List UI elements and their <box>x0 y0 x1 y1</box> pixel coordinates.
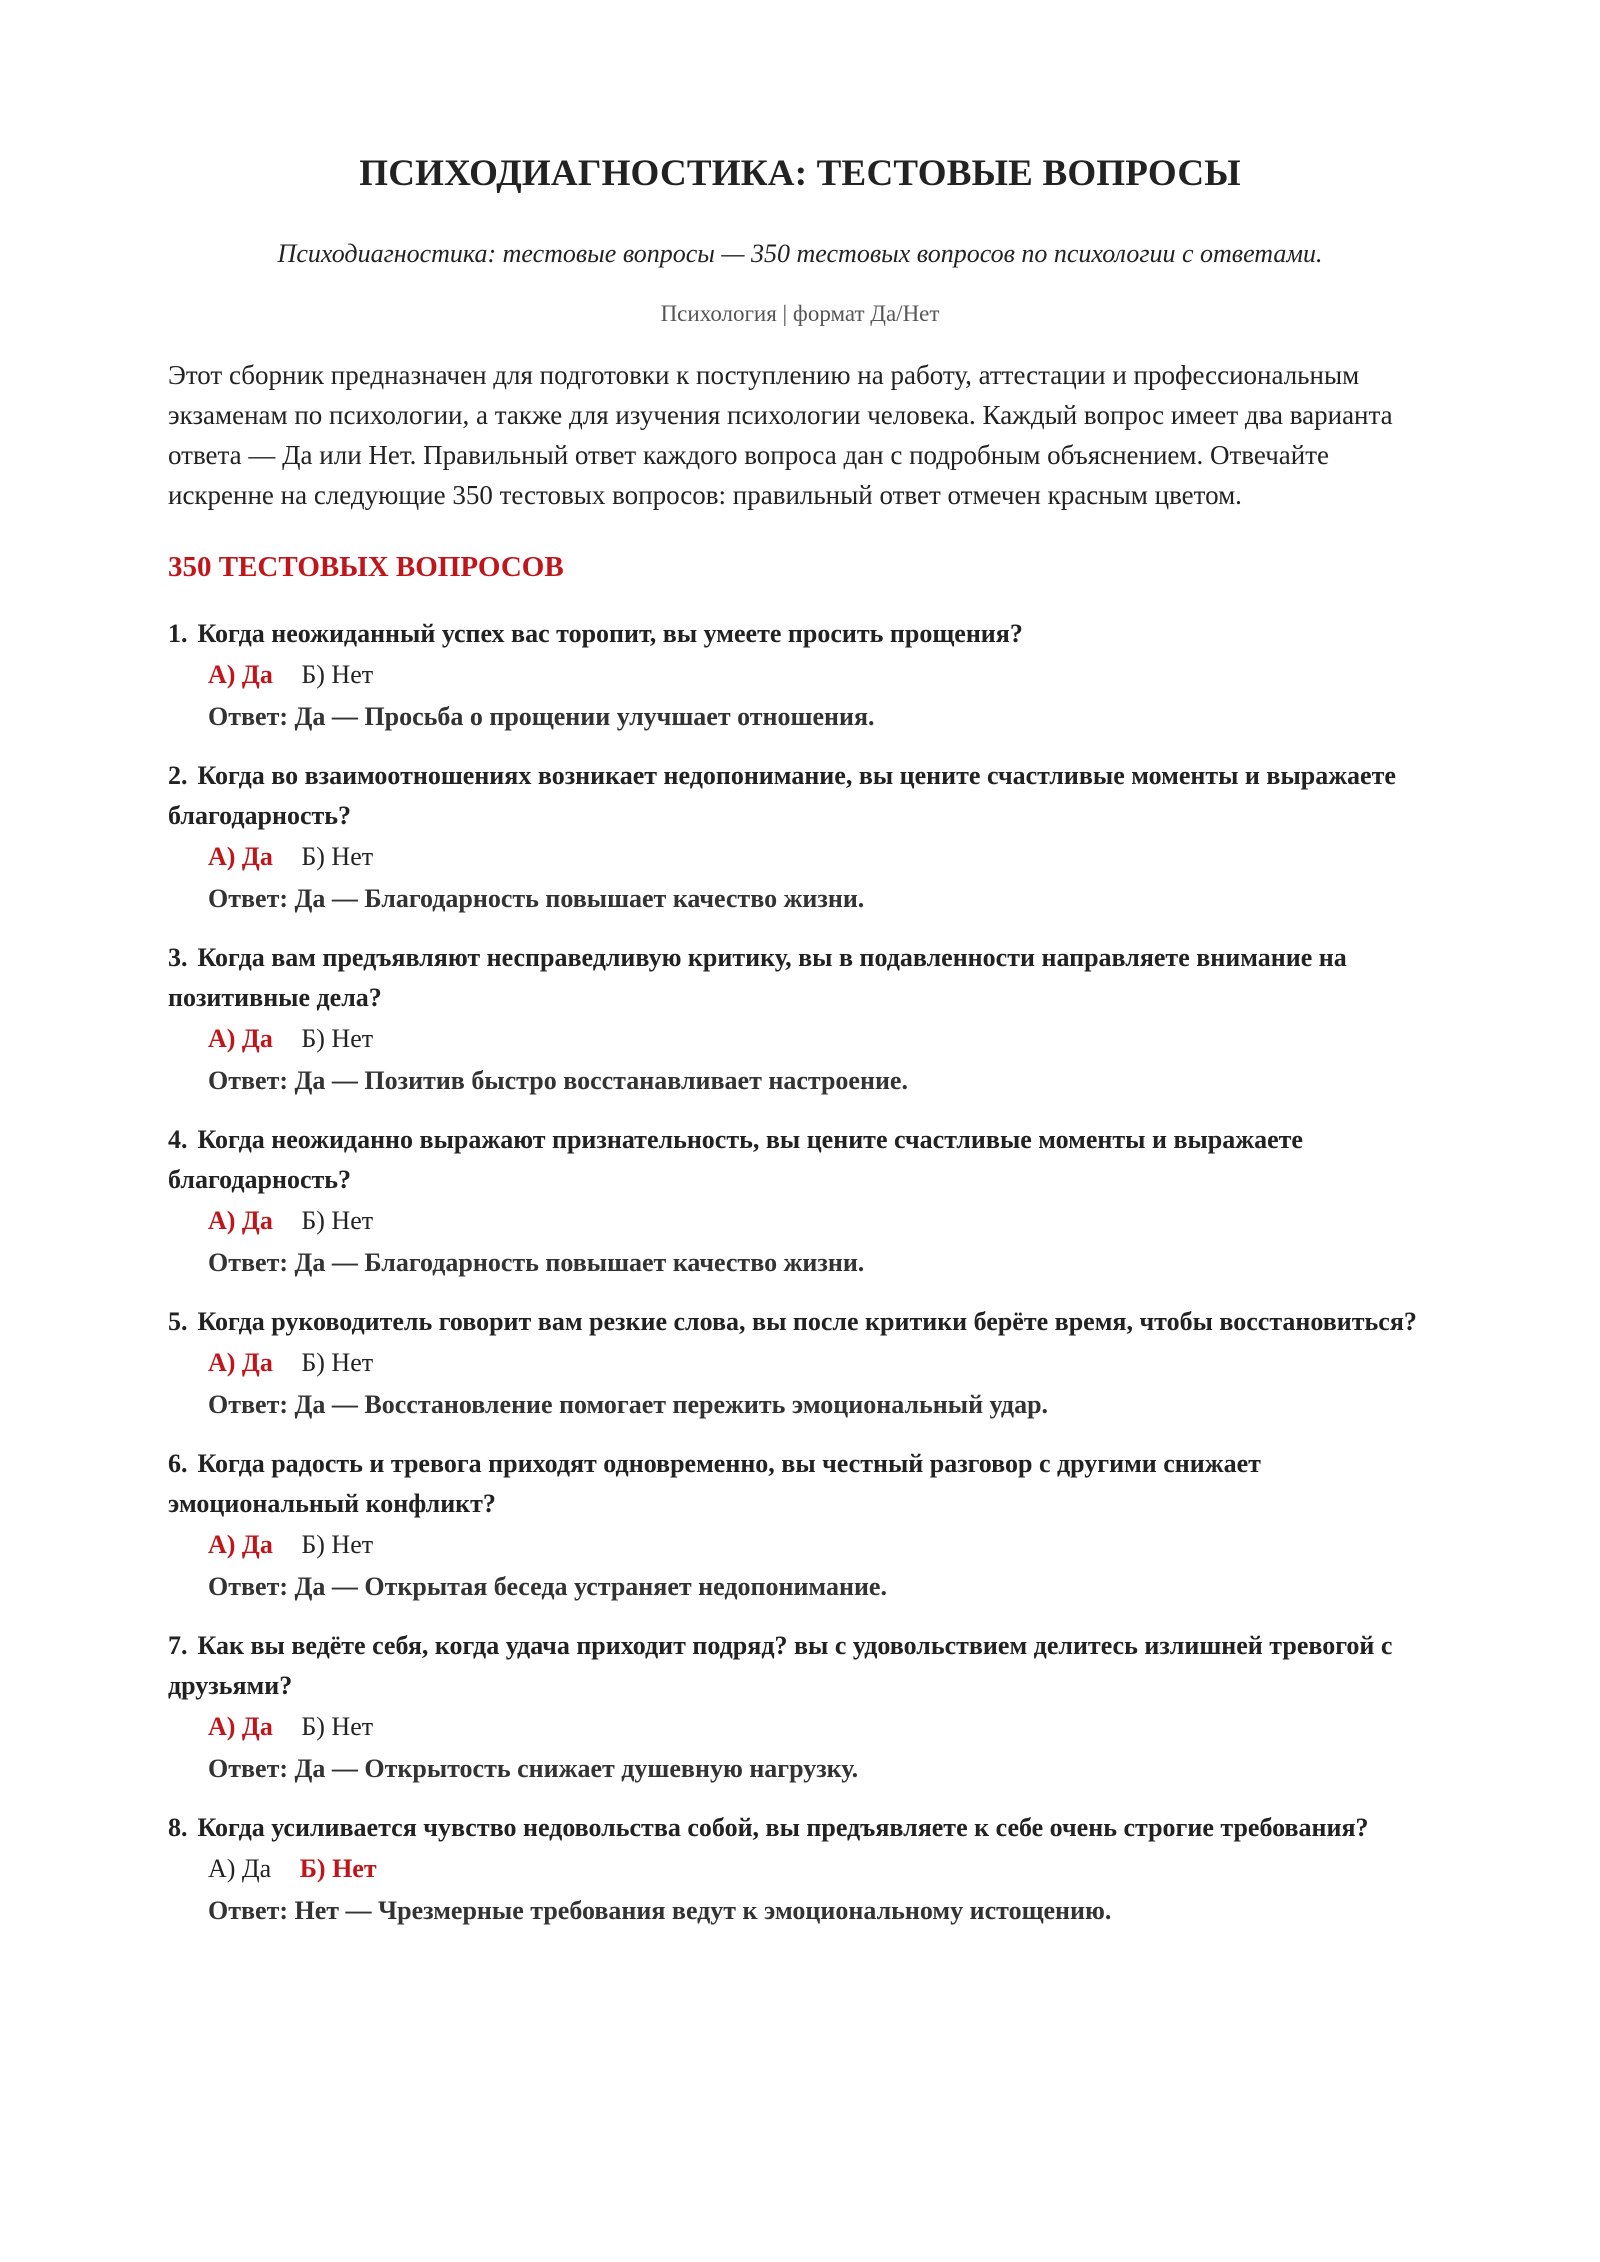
answer-explanation: Ответ: Нет — Чрезмерные требования ведут к эмоциональному истощению. <box>208 1896 1112 1925</box>
question-text-line <box>168 1120 1432 1200</box>
question-text: Когда руководитель говорит вам резкие слова, вы после критики берёте время, чтобы восстановиться? <box>197 1307 1417 1336</box>
question-number: 3. <box>168 943 188 972</box>
answer-options <box>208 1200 1432 1242</box>
option-b[interactable]: Б) Нет <box>301 1530 374 1559</box>
section-heading: 350 ТЕСТОВЫХ ВОПРОСОВ <box>168 551 564 583</box>
option-a[interactable]: А) Да <box>208 842 273 871</box>
answer-explanation: Ответ: Да — Позитив быстро восстанавливает настроение. <box>208 1066 908 1095</box>
question-text: Когда усиливается чувство недовольства собой, вы предъявляете к себе очень строгие требования? <box>197 1813 1369 1842</box>
question-item <box>168 938 1432 1102</box>
option-a[interactable]: А) Да <box>208 1712 273 1741</box>
question-number: 8. <box>168 1813 188 1842</box>
question-text: Когда вам предъявляют несправедливую критику, вы в подавленности направляете внимание на позитивные дела? <box>168 943 1347 1012</box>
question-item <box>168 1626 1432 1790</box>
option-b[interactable]: Б) Нет <box>301 1712 374 1741</box>
option-b[interactable]: Б) Нет <box>301 1348 374 1377</box>
question-text: Когда неожиданно выражают признательность, вы цените счастливые моменты и выражаете благодарность? <box>168 1125 1303 1194</box>
question-number: 2. <box>168 761 188 790</box>
question-number: 7. <box>168 1631 188 1660</box>
option-a[interactable]: А) Да <box>208 1854 272 1883</box>
option-a[interactable]: А) Да <box>208 1348 273 1377</box>
question-item <box>168 1444 1432 1608</box>
answer-options <box>208 654 1432 696</box>
option-b[interactable]: Б) Нет <box>301 1206 374 1235</box>
option-a[interactable]: А) Да <box>208 1024 273 1053</box>
question-text-line <box>168 1302 1432 1342</box>
answer-explanation: Ответ: Да — Открытая беседа устраняет недопонимание. <box>208 1572 887 1601</box>
answer-explanation: Ответ: Да — Благодарность повышает качество жизни. <box>208 884 865 913</box>
answer-explanation: Ответ: Да — Просьба о прощении улучшает отношения. <box>208 702 875 731</box>
question-item <box>168 1120 1432 1284</box>
question-item <box>168 614 1432 738</box>
question-number: 4. <box>168 1125 188 1154</box>
answer-options <box>208 1342 1432 1384</box>
question-number: 6. <box>168 1449 188 1478</box>
option-b[interactable]: Б) Нет <box>301 842 374 871</box>
option-b[interactable]: Б) Нет <box>301 660 374 689</box>
option-b[interactable]: Б) Нет <box>301 1024 374 1053</box>
answer-options <box>208 836 1432 878</box>
question-number: 1. <box>168 619 188 648</box>
question-item <box>168 756 1432 920</box>
page-subtitle: Психодиагностика: тестовые вопросы — 350 тестовых вопросов по психологии с ответами. <box>277 239 1323 268</box>
question-number: 5. <box>168 1307 188 1336</box>
page-meta: Психология | формат Да/Нет <box>660 301 940 326</box>
question-text: Когда неожиданный успех вас торопит, вы умеете просить прощения? <box>197 619 1023 648</box>
question-text-line <box>168 1808 1432 1848</box>
question-text-line <box>168 756 1432 836</box>
question-text: Когда во взаимоотношениях возникает недопонимание, вы цените счастливые моменты и выражаете благодарность? <box>168 761 1396 830</box>
question-text-line <box>168 1444 1432 1524</box>
answer-options <box>208 1524 1432 1566</box>
option-b[interactable]: Б) Нет <box>299 1854 377 1883</box>
question-text-line <box>168 614 1432 654</box>
answer-explanation: Ответ: Да — Восстановление помогает пережить эмоциональный удар. <box>208 1390 1049 1419</box>
answer-options <box>208 1018 1432 1060</box>
option-a[interactable]: А) Да <box>208 1530 273 1559</box>
question-item <box>168 1808 1432 1932</box>
question-text-line <box>168 1626 1432 1706</box>
option-a[interactable]: А) Да <box>208 1206 273 1235</box>
page-title: ПСИХОДИАГНОСТИКА: ТЕСТОВЫЕ ВОПРОСЫ <box>359 153 1241 194</box>
option-a[interactable]: А) Да <box>208 660 273 689</box>
answer-explanation: Ответ: Да — Открытость снижает душевную нагрузку. <box>208 1754 859 1783</box>
answer-explanation: Ответ: Да — Благодарность повышает качество жизни. <box>208 1248 865 1277</box>
answer-options <box>208 1848 1432 1890</box>
question-list <box>168 614 1432 1932</box>
question-text: Как вы ведёте себя, когда удача приходит подряд? вы с удовольствием делитесь излишней тревогой с друзьями? <box>168 1631 1393 1700</box>
question-item <box>168 1302 1432 1426</box>
answer-options <box>208 1706 1432 1748</box>
question-text: Когда радость и тревога приходят одновременно, вы честный разговор с другими снижает эмоциональный конфликт? <box>168 1449 1261 1518</box>
question-text-line <box>168 938 1432 1018</box>
intro-paragraph: Этот сборник предназначен для подготовки к поступлению на работу, аттестации и профессиональным экзаменам по психологии, а также для изучения психологии человека. Каждый вопрос имеет два варианта ответа — Да или Нет. Правильный ответ каждого вопроса дан с подробным объяснением. Отвечайте искренне на следующие 350 тестовых вопросов: правильный ответ отмечен красным цветом. <box>168 360 1393 510</box>
